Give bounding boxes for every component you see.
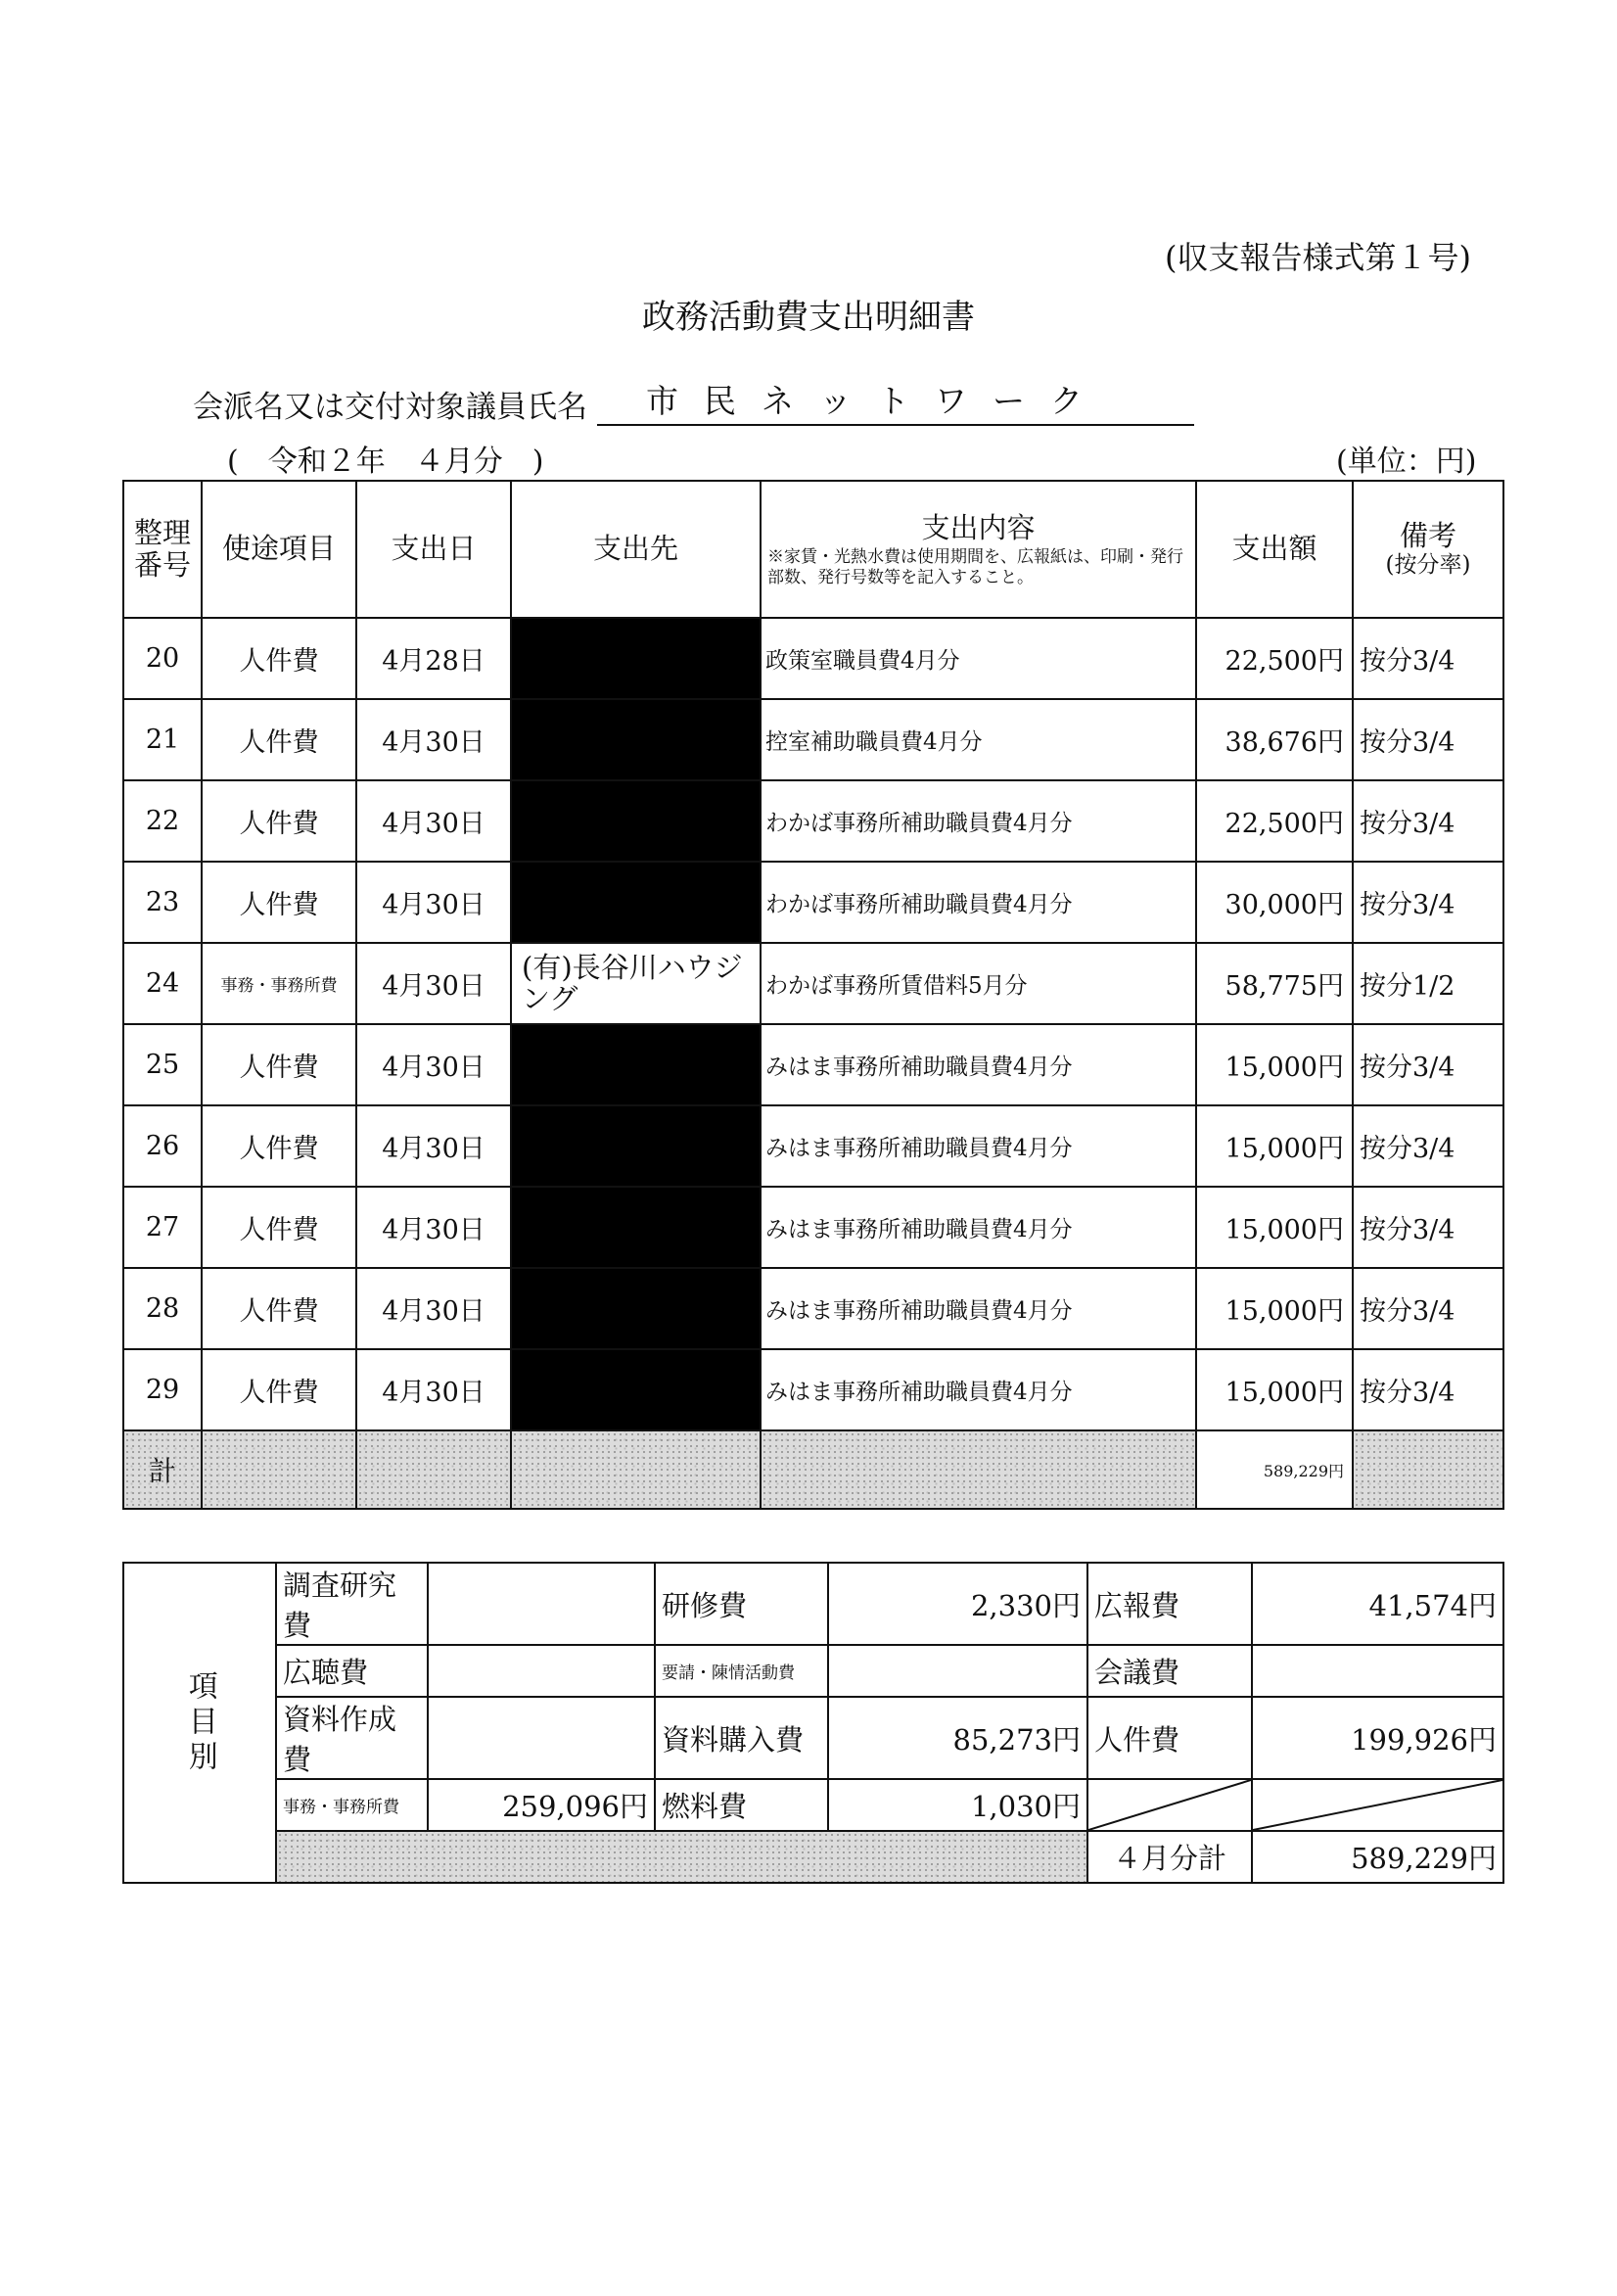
- unit-label: (単位：円): [1336, 445, 1477, 479]
- row-no: 20: [123, 618, 202, 699]
- row-amount: 30,000円: [1196, 862, 1353, 943]
- row-payee-redacted: [511, 1105, 761, 1187]
- row-amount: 15,000円: [1196, 1105, 1353, 1187]
- total-filler: [511, 1430, 761, 1509]
- row-date: 4月30日: [356, 780, 511, 862]
- header-category: 使途項目: [202, 481, 356, 618]
- row-category: 人件費: [202, 618, 356, 699]
- summary-amount-publicity: 41,574円: [1252, 1563, 1503, 1645]
- row-content: みはま事務所補助職員費4月分: [761, 1268, 1196, 1349]
- row-category: 人件費: [202, 1024, 356, 1105]
- total-label: 計: [123, 1430, 202, 1509]
- summary-amount-materials-prep: [428, 1697, 655, 1779]
- header-remarks: [1353, 481, 1503, 618]
- row-no: 24: [123, 943, 202, 1024]
- summary-label-fuel: 燃料費: [655, 1779, 828, 1831]
- table-header-row: [123, 481, 1503, 618]
- header-content: [761, 481, 1196, 618]
- row-content: わかば事務所賃借料5月分: [761, 943, 1196, 1024]
- total-filler: [202, 1430, 356, 1509]
- row-category: 事務・事務所費: [202, 943, 356, 1024]
- total-amount: 589,229円: [1196, 1430, 1353, 1509]
- table-row: [123, 943, 1503, 1024]
- summary-label-personnel: 人件費: [1087, 1697, 1252, 1779]
- table-row: [123, 1024, 1503, 1105]
- row-no: 27: [123, 1187, 202, 1268]
- summary-total-filler: [276, 1831, 1087, 1883]
- table-row: [123, 699, 1503, 780]
- row-payee-redacted: [511, 699, 761, 780]
- row-remarks: 按分3/4: [1353, 1105, 1503, 1187]
- document-title: 政務活動費支出明細書: [642, 298, 975, 337]
- row-payee: (有)長谷川ハウジング: [511, 943, 761, 1024]
- summary-label-materials-prep: 資料作成費: [276, 1697, 428, 1779]
- summary-amount-research: [428, 1563, 655, 1645]
- row-content: わかば事務所補助職員費4月分: [761, 780, 1196, 862]
- row-date: 4月30日: [356, 1105, 511, 1187]
- row-amount: 15,000円: [1196, 1349, 1353, 1430]
- row-date: 4月30日: [356, 1187, 511, 1268]
- summary-label-materials-purchase: 資料購入費: [655, 1697, 828, 1779]
- table-row: [123, 780, 1503, 862]
- row-date: 4月30日: [356, 862, 511, 943]
- summary-amount-fuel: 1,030円: [828, 1779, 1087, 1831]
- row-content: みはま事務所補助職員費4月分: [761, 1187, 1196, 1268]
- summary-row: [123, 1563, 1503, 1645]
- row-category: 人件費: [202, 780, 356, 862]
- row-remarks: 按分3/4: [1353, 1024, 1503, 1105]
- row-remarks: 按分3/4: [1353, 1349, 1503, 1430]
- row-date: 4月30日: [356, 1268, 511, 1349]
- summary-amount-materials-purchase: 85,273円: [828, 1697, 1087, 1779]
- header-date: 支出日: [356, 481, 511, 618]
- row-content: わかば事務所補助職員費4月分: [761, 862, 1196, 943]
- row-no: 23: [123, 862, 202, 943]
- total-filler: [761, 1430, 1196, 1509]
- summary-row: [123, 1779, 1503, 1831]
- row-remarks: 按分3/4: [1353, 699, 1503, 780]
- header-remarks-title: 備考: [1399, 519, 1456, 553]
- header-amount: 支出額: [1196, 481, 1353, 618]
- summary-month-total: 589,229円: [1252, 1831, 1503, 1883]
- row-no: 21: [123, 699, 202, 780]
- row-amount: 15,000円: [1196, 1268, 1353, 1349]
- table-row: [123, 1268, 1503, 1349]
- row-category: 人件費: [202, 699, 356, 780]
- expense-table: [122, 480, 1504, 1510]
- summary-total-row: [123, 1831, 1503, 1883]
- row-no: 28: [123, 1268, 202, 1349]
- header-remarks-sub: (按分率): [1385, 552, 1471, 579]
- diagonal-slash: [1088, 1780, 1251, 1830]
- row-amount: 38,676円: [1196, 699, 1353, 780]
- summary-label-office: 事務・事務所費: [276, 1779, 428, 1831]
- row-payee-redacted: [511, 618, 761, 699]
- row-content: 政策室職員費4月分: [761, 618, 1196, 699]
- row-remarks: 按分3/4: [1353, 862, 1503, 943]
- row-no: 22: [123, 780, 202, 862]
- table-row: [123, 862, 1503, 943]
- row-remarks: 按分3/4: [1353, 1268, 1503, 1349]
- summary-month-total-label: ４月分計: [1087, 1831, 1252, 1883]
- table-row: [123, 618, 1503, 699]
- row-no: 29: [123, 1349, 202, 1430]
- diagonal-slash: [1253, 1780, 1502, 1830]
- summary-label-publicity: 広報費: [1087, 1563, 1252, 1645]
- row-amount: 22,500円: [1196, 618, 1353, 699]
- row-amount: 15,000円: [1196, 1187, 1353, 1268]
- form-number: (収支報告様式第１号): [1165, 239, 1471, 276]
- summary-label-hearing: 広聴費: [276, 1645, 428, 1697]
- row-date: 4月28日: [356, 618, 511, 699]
- summary-amount-petition: [828, 1645, 1087, 1697]
- summary-amount-office: 259,096円: [428, 1779, 655, 1831]
- row-content: みはま事務所補助職員費4月分: [761, 1105, 1196, 1187]
- table-row: [123, 1349, 1503, 1430]
- row-category: 人件費: [202, 1105, 356, 1187]
- table-row: [123, 1105, 1503, 1187]
- row-content: みはま事務所補助職員費4月分: [761, 1349, 1196, 1430]
- row-amount: 15,000円: [1196, 1024, 1353, 1105]
- summary-amount-hearing: [428, 1645, 655, 1697]
- table-row: [123, 1187, 1503, 1268]
- summary-amount-personnel: 199,926円: [1252, 1697, 1503, 1779]
- total-filler: [1353, 1430, 1503, 1509]
- summary-row: [123, 1697, 1503, 1779]
- row-remarks: 按分3/4: [1353, 618, 1503, 699]
- summary-label-petition: 要請・陳情活動費: [655, 1645, 828, 1697]
- member-label: 会派名又は交付対象議員氏名: [193, 390, 587, 425]
- summary-label-research: 調査研究費: [276, 1563, 428, 1645]
- summary-amount-training: 2,330円: [828, 1563, 1087, 1645]
- row-payee-redacted: [511, 1268, 761, 1349]
- row-amount: 22,500円: [1196, 780, 1353, 862]
- row-no: 25: [123, 1024, 202, 1105]
- row-date: 4月30日: [356, 1024, 511, 1105]
- summary-empty-cell: [1087, 1779, 1252, 1831]
- header-content-title: 支出内容: [921, 510, 1036, 544]
- row-date: 4月30日: [356, 699, 511, 780]
- summary-empty-cell: [1252, 1779, 1503, 1831]
- total-row: [123, 1430, 1503, 1509]
- row-no: 26: [123, 1105, 202, 1187]
- row-date: 4月30日: [356, 1349, 511, 1430]
- row-date: 4月30日: [356, 943, 511, 1024]
- row-amount: 58,775円: [1196, 943, 1353, 1024]
- summary-row: [123, 1645, 1503, 1697]
- row-category: 人件費: [202, 862, 356, 943]
- row-payee-redacted: [511, 1024, 761, 1105]
- header-content-note: ※家賃・光熱水費は使用期間を、広報紙は、印刷・発行部数、発行号数等を記入すること。: [767, 546, 1183, 588]
- row-category: 人件費: [202, 1268, 356, 1349]
- header-payee: 支出先: [511, 481, 761, 618]
- row-category: 人件費: [202, 1349, 356, 1430]
- row-category: 人件費: [202, 1187, 356, 1268]
- row-payee-redacted: [511, 1349, 761, 1430]
- summary-amount-meeting: [1252, 1645, 1503, 1697]
- row-payee-redacted: [511, 862, 761, 943]
- row-remarks: 按分3/4: [1353, 1187, 1503, 1268]
- header-no: 整理番号: [123, 481, 202, 618]
- row-payee-redacted: [511, 780, 761, 862]
- period: ( 令和２年 ４月分 ): [227, 445, 544, 479]
- row-content: みはま事務所補助職員費4月分: [761, 1024, 1196, 1105]
- row-remarks: 按分1/2: [1353, 943, 1503, 1024]
- summary-table: [122, 1562, 1504, 1884]
- row-remarks: 按分3/4: [1353, 780, 1503, 862]
- summary-label-training: 研修費: [655, 1563, 828, 1645]
- total-filler: [356, 1430, 511, 1509]
- summary-side-label: 項目別: [123, 1563, 276, 1883]
- row-payee-redacted: [511, 1187, 761, 1268]
- member-name: 市民ネットワーク: [597, 376, 1194, 426]
- row-content: 控室補助職員費4月分: [761, 699, 1196, 780]
- summary-label-meeting: 会議費: [1087, 1645, 1252, 1697]
